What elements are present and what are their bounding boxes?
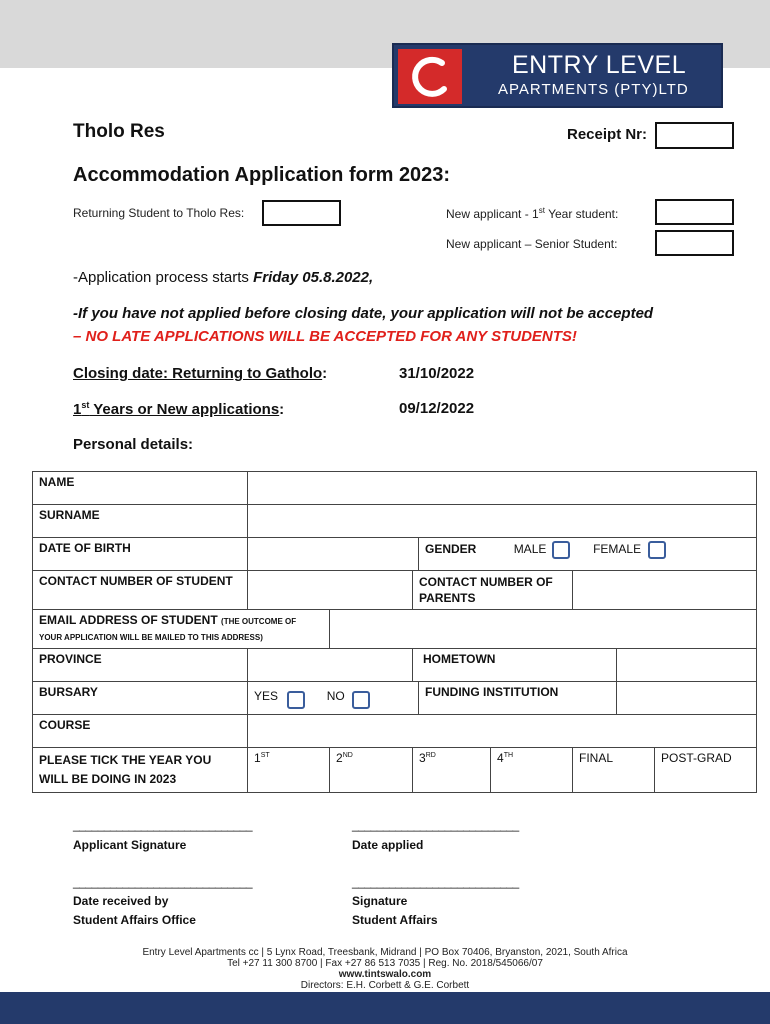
bursary-yes-checkbox[interactable] xyxy=(287,691,305,709)
new-first-year-prefix: New applicant - 1 xyxy=(446,207,539,221)
footer-directors: Directors: E.H. Corbett & G.E. Corbett xyxy=(300,980,470,991)
year-3rd-sup: RD xyxy=(425,752,436,759)
new-senior-box[interactable] xyxy=(655,230,734,256)
new-closing-sup: st xyxy=(81,400,90,410)
new-closing-rest: Years or New applications xyxy=(89,401,280,418)
year-4th-num: 4 xyxy=(497,751,504,765)
form-title: Accommodation Application form 2023: xyxy=(73,164,451,186)
dob-input[interactable] xyxy=(248,538,419,571)
brand-subtitle: APARTMENTS (PTY)LTD xyxy=(498,81,689,98)
date-received-label: Date received by xyxy=(73,894,169,908)
company-logo xyxy=(392,43,723,108)
year-postgrad-option[interactable]: POST-GRAD xyxy=(655,748,757,793)
course-input[interactable] xyxy=(248,715,757,748)
year-2nd-num: 2 xyxy=(336,751,343,765)
year-4th-option[interactable] xyxy=(491,748,573,793)
bursary-no-checkbox[interactable] xyxy=(352,691,370,709)
year-3rd-option[interactable] xyxy=(413,748,491,793)
process-start-date: Friday 05.8.2022, xyxy=(253,269,374,286)
surname-input[interactable] xyxy=(248,505,757,538)
process-start-prefix: -Application process starts xyxy=(73,269,254,286)
staff-signature-label: Signature xyxy=(352,894,408,908)
hometown-label: HOMETOWN xyxy=(413,649,617,682)
funding-label: FUNDING INSTITUTION xyxy=(419,682,617,715)
returning-student-box[interactable] xyxy=(262,200,341,226)
date-received-line[interactable]: _____________________________ xyxy=(73,875,253,889)
email-label-cell xyxy=(33,610,330,649)
parents-contact-label: CONTACT NUMBER OF PARENTS xyxy=(413,571,573,610)
new-first-year-label xyxy=(446,206,618,221)
process-start-notice xyxy=(73,269,373,286)
year-1st-option[interactable] xyxy=(248,748,330,793)
logo-c-icon xyxy=(398,49,462,104)
footer-contact: Tel +27 11 300 8700 | Fax +27 86 513 7035 | Reg. No. 2018/545066/07 xyxy=(227,958,543,969)
new-closing-text xyxy=(73,401,279,418)
year-final-option[interactable]: FINAL xyxy=(573,748,655,793)
email-label: EMAIL ADDRESS OF STUDENT xyxy=(39,613,218,627)
closing-warning: -If you have not applied before closing date, your application will not be accepted xyxy=(73,305,654,322)
bursary-label: BURSARY xyxy=(33,682,248,715)
personal-details-heading: Personal details: xyxy=(73,436,194,453)
year-2nd-sup: ND xyxy=(342,752,353,759)
applicant-signature-label: Applicant Signature xyxy=(73,838,187,852)
new-first-year-box[interactable] xyxy=(655,199,734,225)
course-label: COURSE xyxy=(33,715,248,748)
footer-band xyxy=(0,992,770,1024)
new-first-year-suffix: Year student: xyxy=(544,207,619,221)
student-contact-label: CONTACT NUMBER OF STUDENT xyxy=(33,571,248,610)
receipt-label: Receipt Nr: xyxy=(567,126,648,143)
new-senior-label: New applicant – Senior Student: xyxy=(446,237,618,251)
name-label: NAME xyxy=(33,472,248,505)
residence-title: Tholo Res xyxy=(73,121,165,142)
province-label: PROVINCE xyxy=(33,649,248,682)
late-applications-warning: – NO LATE APPLICATIONS WILL BE ACCEPTED FOR ANY STUDENTS! xyxy=(73,328,577,345)
brand-name: ENTRY LEVEL xyxy=(512,51,687,79)
email-input[interactable] xyxy=(330,610,757,649)
bursary-yes-label: YES xyxy=(254,689,279,704)
date-applied-label: Date applied xyxy=(352,838,424,852)
year-1st-sup: ST xyxy=(260,752,270,759)
name-input[interactable] xyxy=(248,472,757,505)
student-affairs-office-label: Student Affairs Office xyxy=(73,913,196,927)
personal-details-table xyxy=(32,471,757,793)
student-affairs-label: Student Affairs xyxy=(352,913,438,927)
date-applied-line[interactable]: ___________________________ xyxy=(352,818,519,832)
new-closing-date: 09/12/2022 xyxy=(399,400,475,417)
receipt-number-field[interactable] xyxy=(655,122,734,149)
gender-label: GENDER xyxy=(425,542,477,557)
student-contact-input[interactable] xyxy=(248,571,413,610)
year-2nd-option[interactable] xyxy=(330,748,413,793)
returning-closing-label: Closing date: Returning to Gatholo: xyxy=(73,365,328,382)
bursary-options xyxy=(248,682,419,715)
male-checkbox[interactable] xyxy=(552,541,570,559)
footer-website[interactable]: www.tintswalo.com xyxy=(338,969,432,980)
dob-label: DATE OF BIRTH xyxy=(33,538,248,571)
footer-address: Entry Level Apartments cc | 5 Lynx Road, Treesbank, Midrand | PO Box 70406, Bryanston, 2021, South Africa xyxy=(142,947,628,958)
applicant-signature-line[interactable]: _____________________________ xyxy=(73,818,253,832)
surname-label: SURNAME xyxy=(33,505,248,538)
male-label: MALE xyxy=(513,542,547,557)
returning-student-label: Returning Student to Tholo Res: xyxy=(73,206,245,220)
email-note-a: (THE OUTCOME OF xyxy=(221,617,297,626)
new-first-year-sup: st xyxy=(538,206,545,215)
new-closing-num: 1 xyxy=(73,401,82,418)
staff-signature-line[interactable]: ___________________________ xyxy=(352,875,519,889)
year-3rd-num: 3 xyxy=(419,751,426,765)
funding-input[interactable] xyxy=(617,682,757,715)
returning-closing-date: 31/10/2022 xyxy=(399,365,475,382)
email-note-b: YOUR APPLICATION WILL BE MAILED TO THIS ADDRESS) xyxy=(39,633,263,642)
province-input[interactable] xyxy=(248,649,413,682)
new-closing-label: 1st Years or New applications: xyxy=(73,400,285,418)
hometown-input[interactable] xyxy=(617,649,757,682)
parents-contact-input[interactable] xyxy=(573,571,757,610)
female-label: FEMALE xyxy=(593,542,642,557)
returning-closing-text: Closing date: Returning to Gatholo xyxy=(73,365,323,382)
year-4th-sup: TH xyxy=(503,752,514,759)
bursary-no-label: NO xyxy=(326,689,345,704)
year-tick-label: PLEASE TICK THE YEAR YOU WILL BE DOING IN 2023 xyxy=(33,748,248,793)
gender-cell xyxy=(419,538,757,571)
year-1st-num: 1 xyxy=(254,751,261,765)
female-checkbox[interactable] xyxy=(648,541,666,559)
